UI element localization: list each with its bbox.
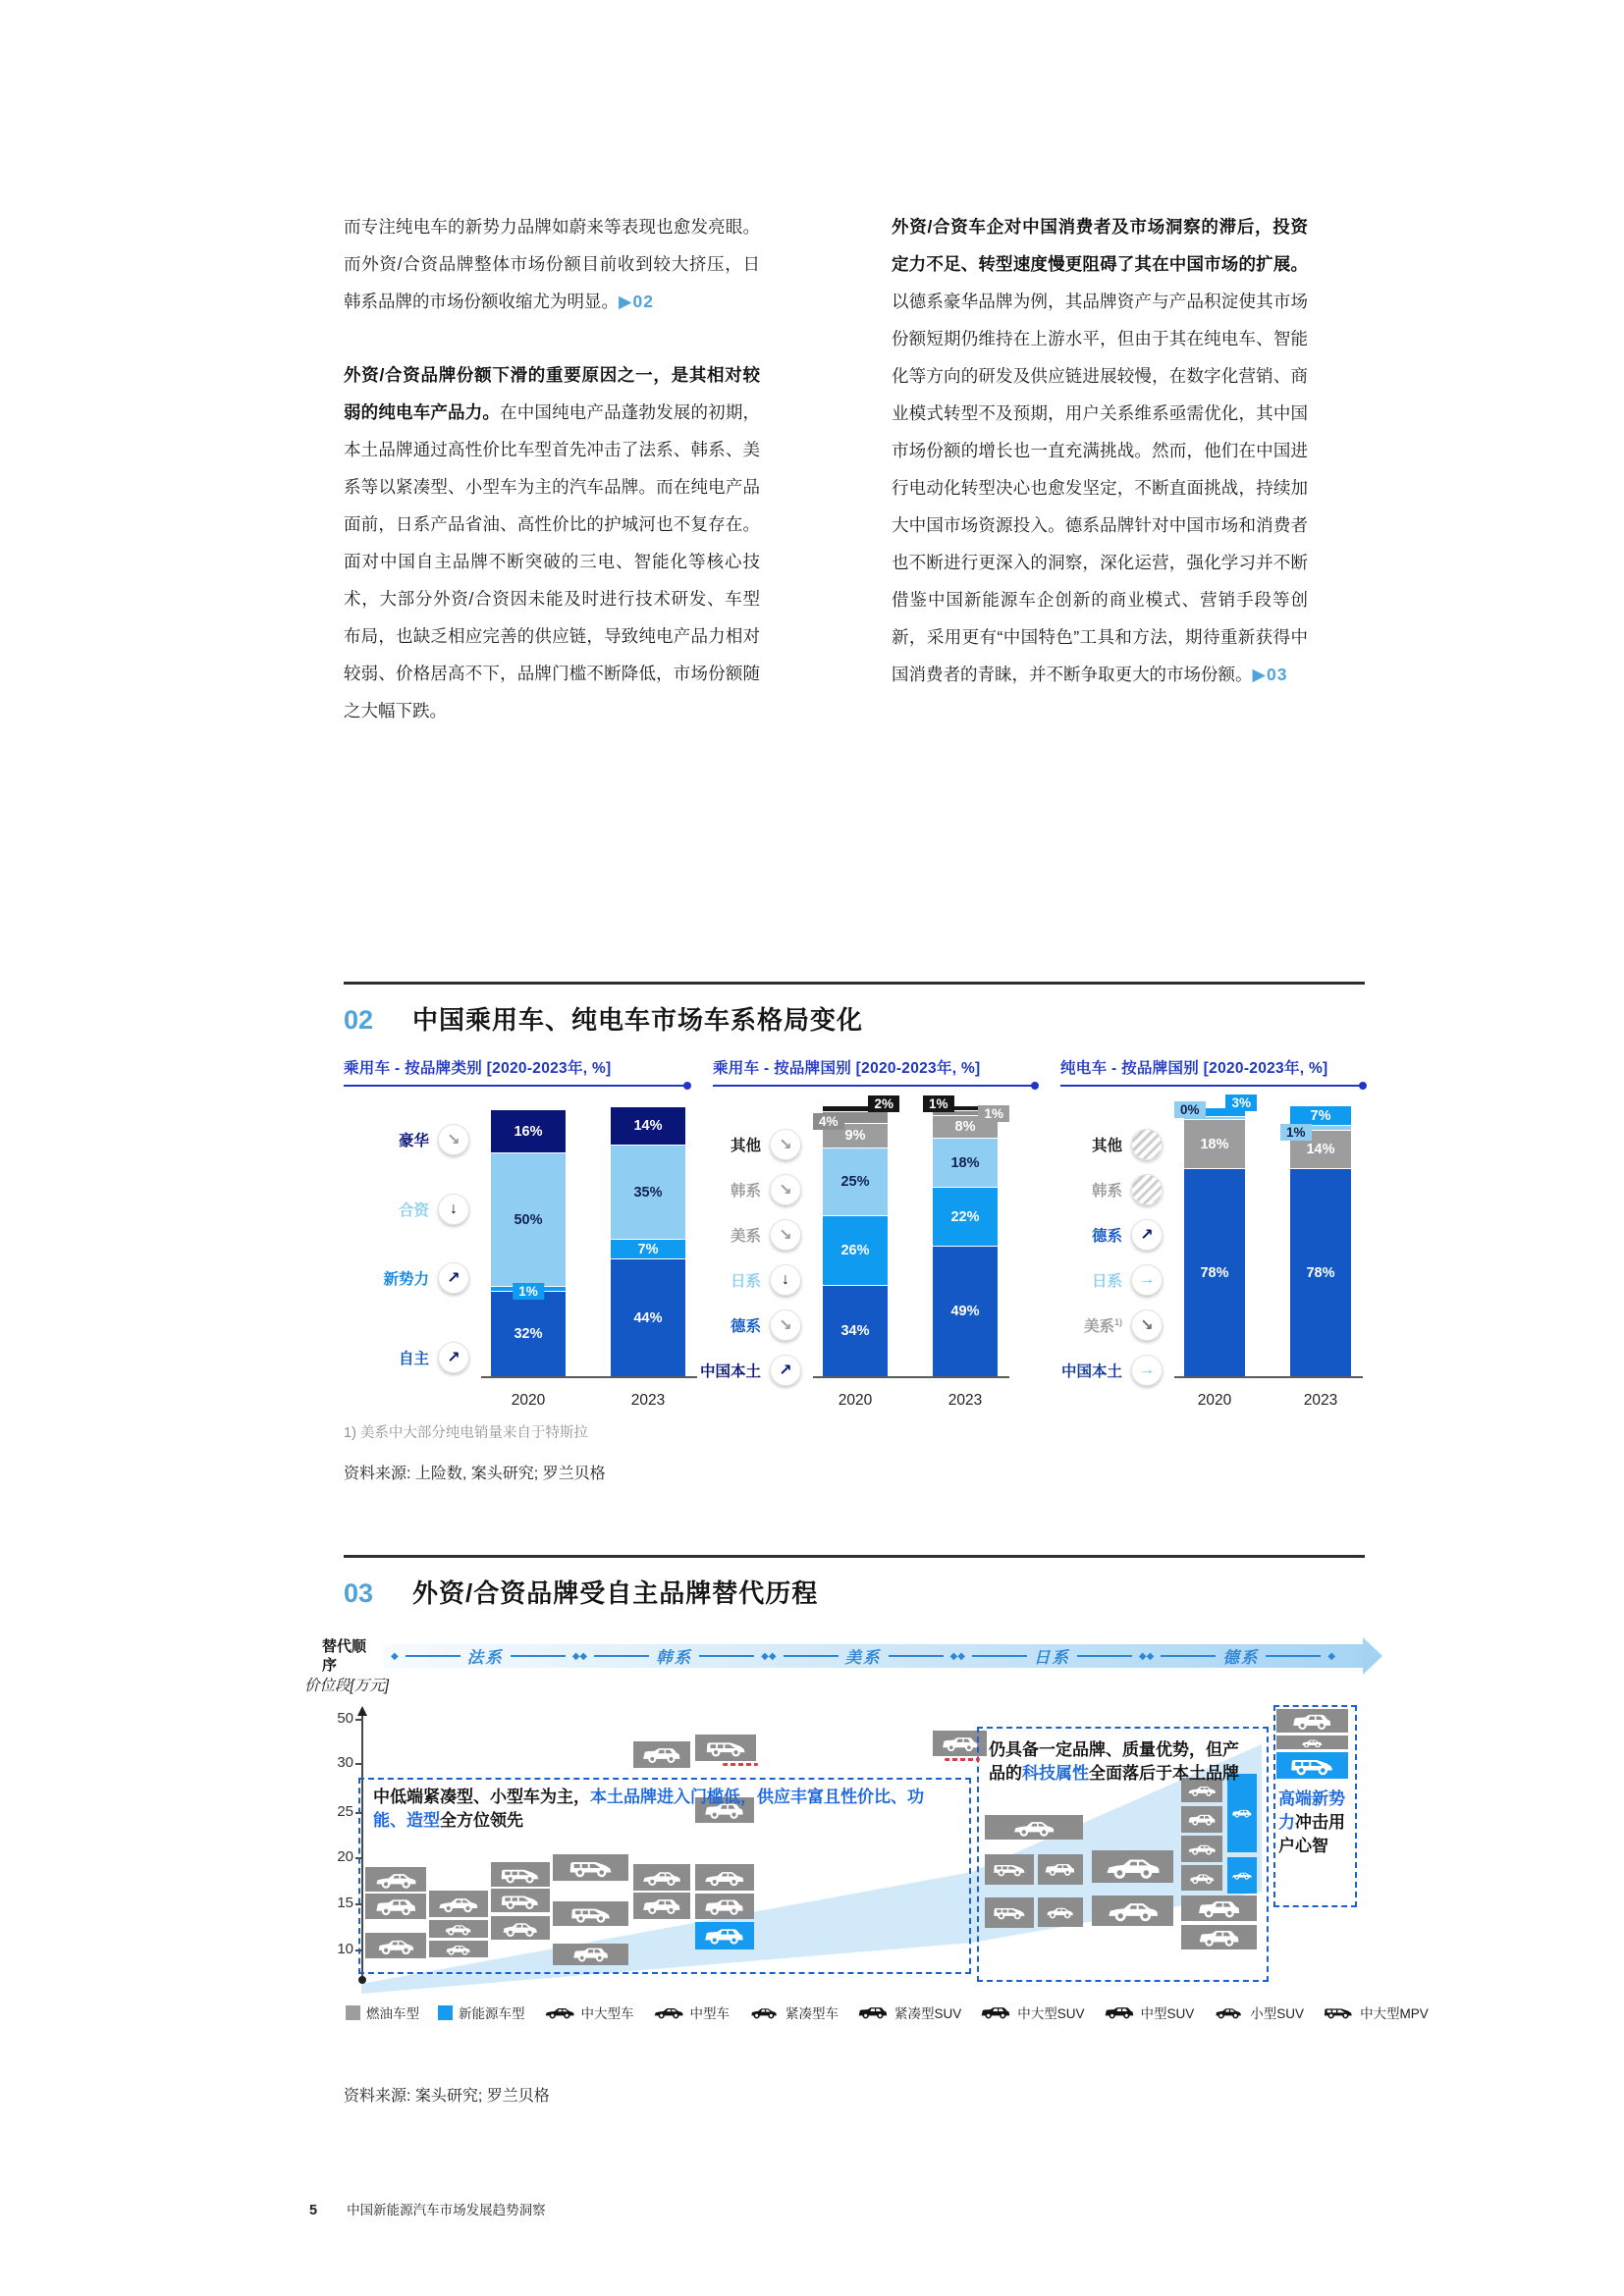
brand-label: 法系 — [466, 1649, 504, 1667]
x-axis-label: 2023 — [947, 1392, 983, 1409]
value-chip: 1% — [513, 1283, 544, 1300]
series-row-日系 — [731, 1264, 801, 1296]
right-column — [892, 208, 1308, 729]
page-number: 5 — [309, 2203, 318, 2218]
y-tick-label: 50 — [337, 1710, 353, 1727]
right-arrow-icon: → — [1131, 1264, 1163, 1296]
series-row-豪华 — [399, 1124, 469, 1155]
series-row-韩系 — [731, 1174, 801, 1205]
stacked-bar-2020 — [491, 1110, 566, 1409]
y-tick-label: 20 — [337, 1848, 353, 1865]
figure-02 — [344, 982, 1365, 1483]
value-chip: 1% — [923, 1095, 954, 1112]
up-right-arrow-icon: ↗ — [438, 1262, 469, 1294]
legend-label: 中型SUV — [1140, 2006, 1195, 2021]
legend-label: 中大型车 — [580, 2006, 634, 2021]
bar-segment: 14% — [1290, 1130, 1351, 1168]
figure-03-legend — [346, 2002, 1429, 2022]
band-line — [511, 1655, 566, 1658]
y-tick-mark — [355, 1719, 362, 1721]
paragraph-2 — [344, 356, 760, 729]
annotation-text-1 — [373, 1786, 941, 1833]
red-wave-marker — [723, 1763, 758, 1766]
mpv-car-icon — [704, 1737, 748, 1758]
band-line — [1266, 1655, 1321, 1658]
down-arrow-icon: ↓ — [438, 1194, 469, 1225]
series-row-韩系 — [1092, 1174, 1163, 1205]
series-label: 韩系 — [1091, 1183, 1122, 1200]
bar-segment: 18% — [1184, 1119, 1245, 1168]
series-row-合资 — [399, 1194, 469, 1225]
legend-item-燃油车型 — [346, 2002, 419, 2022]
hatch-car-icon — [1213, 2004, 1244, 2020]
hatched-circle-icon — [1131, 1174, 1163, 1205]
paragraph-text: 在中国纯电产品蓬勃发展的初期，本土品牌通过高性价比车型首先冲击了法系、韩系、美系等以紧凑型、小型车为主的汽车品牌。而在纯电产品面前，日系产品省油、高性价比的护城河也不复存在。面对中国自主品牌不断突破的三电、智能化等核心技术，大部分外资/合资因未能及时进行技术研发、车型布局，也缺乏相应完善的供应链，导致纯电产品力相对较弱、价格居高不下，品牌门槛不断降低，市场份额随之大幅下跌。 — [344, 402, 761, 721]
figure-03 — [304, 1555, 1429, 2105]
replacement-sequence-row — [322, 1637, 1365, 1675]
figure-title: 外资/合资品牌受自主品牌替代历程 — [412, 1578, 819, 1608]
bar-segment: 78% — [1184, 1168, 1245, 1376]
legend-item-新能源车型 — [438, 2002, 525, 2022]
bar-segment: 44% — [611, 1258, 685, 1376]
bar-segment: 35% — [611, 1145, 685, 1239]
bar-segment: 49% — [933, 1246, 998, 1376]
ice-car-box — [695, 1735, 756, 1761]
series-row-中国本土 — [1061, 1355, 1163, 1386]
stacked-bar-2020 — [1180, 1095, 1251, 1409]
up-right-arrow-icon: ↗ — [1131, 1219, 1163, 1251]
series-legend — [699, 1110, 813, 1380]
diamond-icon: ◆ — [957, 1650, 965, 1662]
down-right-arrow-icon: ↘ — [770, 1309, 801, 1341]
series-row-自主 — [399, 1342, 469, 1373]
annotation-segment: 全方位领先 — [440, 1811, 523, 1830]
paragraph-1 — [344, 208, 760, 320]
bar-segment: 26% — [823, 1215, 888, 1285]
figure-ref-03[interactable]: ▶03 — [1252, 665, 1288, 684]
bar-segment: 16% — [491, 1110, 566, 1152]
series-row-其他 — [731, 1129, 801, 1160]
series-legend — [344, 1110, 481, 1376]
y-tick-label: 25 — [337, 1803, 353, 1820]
chart-subtitle: 乘用车 - 按品牌国别 [2020-2023年, %] — [713, 1056, 1037, 1087]
chart-body — [1060, 1095, 1365, 1409]
annotation-text-2 — [989, 1738, 1254, 1786]
stacked-bars — [481, 1110, 697, 1409]
diamond-icon: ◆ — [1138, 1650, 1147, 1662]
bar-segment: 18% — [933, 1138, 998, 1187]
series-label: 其他 — [1091, 1138, 1122, 1154]
chart-subtitle: 乘用车 - 按品牌类别 [2020-2023年, %] — [344, 1056, 689, 1087]
sedan-car-icon — [653, 2004, 684, 2020]
band-line — [972, 1655, 1027, 1658]
bar-segment: 25% — [823, 1148, 888, 1215]
down-right-arrow-icon: ↘ — [770, 1174, 801, 1205]
down-arrow-icon: ↓ — [770, 1264, 801, 1296]
price-band-diagram — [337, 1705, 1365, 2002]
legend-label: 新能源车型 — [459, 2006, 525, 2021]
price-axis-label: 价位段[万元] — [304, 1678, 390, 1694]
legend-item-中大型车 — [544, 2002, 634, 2022]
band-line — [406, 1655, 460, 1658]
legend-item-紧凑型车 — [748, 2002, 839, 2022]
annotation-segment: 全面落后于本土品牌 — [1089, 1764, 1239, 1783]
axis-origin-dot — [358, 1976, 366, 1984]
figure-footnote: 1) 美系中大部分纯电销量来自于特斯拉 — [344, 1425, 588, 1441]
suv-car-icon — [857, 2004, 889, 2020]
band-line — [784, 1655, 839, 1658]
figure-source: 资料来源: 上险数, 案头研究; 罗兰贝格 — [344, 1466, 606, 1482]
legend-label: 紧凑型车 — [785, 2006, 839, 2021]
value-chip: 3% — [1225, 1095, 1257, 1111]
figure-ref-02[interactable]: ▶02 — [619, 292, 654, 311]
diamond-icon: ◆ — [391, 1650, 399, 1662]
bar-segment: 50% — [491, 1152, 566, 1286]
down-right-arrow-icon: ↘ — [1131, 1309, 1163, 1341]
y-tick-label: 10 — [337, 1941, 353, 1957]
down-right-arrow-icon: ↘ — [438, 1124, 469, 1155]
value-chip: 4% — [813, 1113, 844, 1130]
chart-subtitle: 纯电车 - 按品牌国别 [2020-2023年, %] — [1060, 1056, 1365, 1087]
up-right-arrow-icon: ↗ — [770, 1355, 801, 1386]
series-label: 德系 — [730, 1318, 761, 1335]
stacked-bar-2023 — [611, 1110, 685, 1409]
footer-title: 中国新能源汽车市场发展趋势洞察 — [347, 2203, 546, 2217]
annotation-segment: 本土品牌进入门槛低，供应丰富且性价比、功能、造型 — [373, 1788, 924, 1830]
series-label: 中国本土 — [1060, 1363, 1122, 1380]
figure-source: 资料来源: 案头研究; 罗兰贝格 — [344, 2088, 550, 2105]
chart-panel-passenger-by-brand-type — [344, 1056, 689, 1409]
series-row-美系 — [731, 1219, 801, 1251]
band-brand-韩系 — [579, 1644, 768, 1668]
diamond-icon: ◆ — [1146, 1650, 1155, 1662]
series-row-日系 — [1092, 1264, 1163, 1296]
ice-car-box — [633, 1741, 690, 1768]
series-label: 自主 — [398, 1351, 429, 1367]
stacked-bar-2023 — [1286, 1107, 1351, 1409]
figure-03-header — [344, 1555, 1365, 1610]
band-brand-法系 — [391, 1644, 579, 1668]
bar-segment: 32% — [491, 1291, 566, 1376]
figure-title: 中国乘用车、纯电车市场车系格局变化 — [412, 1005, 864, 1035]
legend-item-中大型MPV — [1323, 2002, 1429, 2022]
band-line — [594, 1655, 649, 1658]
value-chip: 0% — [1174, 1101, 1206, 1118]
stacked-bars — [1174, 1095, 1363, 1409]
brand-label: 韩系 — [656, 1649, 693, 1667]
legend-label: 中大型MPV — [1360, 2006, 1429, 2021]
bar-segment: 8% — [933, 1115, 998, 1138]
bar-segment: 7% — [1290, 1106, 1351, 1125]
x-axis-label: 2020 — [838, 1392, 873, 1409]
series-label: 韩系 — [730, 1183, 761, 1200]
diamond-icon: ◆ — [1327, 1650, 1336, 1662]
legend-item-中型车 — [653, 2002, 731, 2022]
brand-cells — [391, 1644, 1335, 1668]
band-brand-美系 — [769, 1644, 957, 1668]
series-label: 中国本土 — [699, 1363, 761, 1380]
down-right-arrow-icon: ↘ — [770, 1129, 801, 1160]
legend-item-小型SUV — [1213, 2002, 1304, 2022]
legend-label: 中大型SUV — [1017, 2006, 1085, 2021]
brand-label: 美系 — [844, 1649, 882, 1667]
x-axis-label: 2020 — [1197, 1392, 1232, 1409]
series-row-美系 — [1084, 1309, 1163, 1341]
bar-segment: 78% — [1290, 1168, 1351, 1376]
right-arrow-icon: → — [1131, 1355, 1163, 1386]
chart-panel-bev-by-origin — [1060, 1056, 1365, 1409]
brand-label: 德系 — [1222, 1649, 1260, 1667]
legend-item-中大型SUV — [980, 2002, 1084, 2022]
series-label: 美系 — [730, 1228, 761, 1245]
figure-number: 02 — [344, 1005, 374, 1035]
series-label: 合资 — [398, 1202, 429, 1219]
chart-body — [344, 1110, 689, 1409]
series-row-德系 — [1092, 1219, 1163, 1251]
stacked-bar-2023 — [929, 1096, 1003, 1409]
paragraph-3 — [892, 208, 1308, 693]
value-chip: 2% — [868, 1095, 899, 1112]
body-columns — [344, 208, 1308, 729]
bar-segment: 9% — [823, 1123, 888, 1148]
hatch-car-icon — [748, 2004, 780, 2020]
diamond-icon: ◆ — [571, 1650, 580, 1662]
diamond-icon: ◆ — [768, 1650, 777, 1662]
annotation-segment: 高端新势力 — [1278, 1789, 1345, 1832]
left-column — [344, 208, 760, 729]
legend-label: 中型车 — [689, 2006, 730, 2021]
annotation-segment: 仍具备一定品牌、质量优势，但产品的 — [989, 1740, 1239, 1783]
legend-label: 燃油车型 — [366, 2006, 419, 2021]
page-footer — [309, 2199, 546, 2218]
value-chip: 1% — [978, 1105, 1009, 1122]
brand-sequence-arrow-band — [383, 1644, 1365, 1668]
paragraph-text: 以德系豪华品牌为例，其品牌资产与产品积淀使其市场份额短期仍维持在上游水平，但由于其在纯电车、智能化等方向的研发及供应链进展较慢，在数字化营销、商业模式转型不及预期，用户关系维系亟需优化，其中国市场份额的增长也一直充满挑战。然而，他们在中国进行电动化转型决心也愈发坚定，不断直面挑战，持续加大中国市场资源投入。德系品牌针对中国市场和消费者也不断进行更深入的洞察，深化运营，强化学习并不断借鉴中国新能源车企创新的商业模式、营销手段等创新，采用更有“中国特色”工具和方法，期待重新获得中国消费者的青睐，并不断争取更大的市场份额。 — [892, 292, 1308, 684]
suv-car-icon — [980, 2004, 1011, 2020]
legend-label: 小型SUV — [1250, 2006, 1305, 2021]
diamond-icon: ◆ — [761, 1650, 769, 1662]
stacked-bars — [813, 1096, 1009, 1409]
figure-number: 03 — [344, 1578, 374, 1608]
band-line — [1077, 1655, 1132, 1658]
series-row-其他 — [1092, 1129, 1163, 1160]
legend-label: 紧凑型SUV — [894, 2006, 962, 2021]
series-label: 日系 — [730, 1273, 761, 1290]
band-brand-日系 — [957, 1644, 1146, 1668]
diamond-icon: ◆ — [949, 1650, 958, 1662]
series-label: 日系 — [1091, 1273, 1122, 1290]
band-brand-德系 — [1147, 1644, 1335, 1668]
series-legend — [1060, 1110, 1174, 1380]
chart-panel-passenger-by-origin — [699, 1056, 1037, 1409]
x-axis-label: 2023 — [630, 1392, 666, 1409]
x-axis-label: 2020 — [511, 1392, 546, 1409]
paragraph-lead-bold: 外资/合资品牌份额下滑的重要原因之一，是其相对较弱的纯电车产品力。 — [344, 365, 760, 422]
bar-segment: 14% — [611, 1107, 685, 1145]
value-chip: 1% — [1280, 1124, 1312, 1141]
annotation-segment: 中低端紧凑型、小型车为主， — [373, 1788, 590, 1806]
figure-02-panels — [344, 1056, 1365, 1409]
suv-car-icon — [1104, 2004, 1135, 2020]
figure-02-header — [344, 982, 1365, 1037]
bar-segment: 7% — [611, 1239, 685, 1258]
sedan-car-icon — [544, 2004, 575, 2020]
paragraph-lead-bold: 外资/合资车企对中国消费者及市场洞察的滞后，投资定力不足、转型速度慢更阻碍了其在中国市场的扩展。 — [892, 217, 1308, 274]
y-tick-mark — [355, 1763, 362, 1765]
annotation-segment: 科技属性 — [1022, 1764, 1089, 1783]
sequence-axis-label: 替代顺序 — [322, 1638, 367, 1674]
stacked-bar-2020 — [819, 1096, 893, 1409]
mpv-car-icon — [1323, 2004, 1354, 2020]
hatched-circle-icon — [1131, 1129, 1163, 1160]
bar-segment: 34% — [823, 1285, 888, 1376]
suv-car-icon — [641, 1744, 682, 1765]
paragraph-text: 而专注纯电车的新势力品牌如蔚来等表现也愈发亮眼。而外资/合资品牌整体市场份额目前收到较大挤压，日韩系品牌的市场份额收缩尤为明显。 — [344, 217, 760, 311]
legend-swatch — [346, 2005, 360, 2020]
suv-car-icon — [941, 1734, 980, 1753]
brand-label: 日系 — [1033, 1649, 1070, 1667]
band-line — [699, 1655, 754, 1658]
bar-segment: 22% — [933, 1187, 998, 1246]
up-right-arrow-icon: ↗ — [438, 1342, 469, 1373]
red-wave-marker — [945, 1758, 980, 1761]
x-axis-label: 2023 — [1303, 1392, 1338, 1409]
series-label: 豪华 — [398, 1133, 429, 1149]
series-label: 德系 — [1091, 1228, 1122, 1245]
y-tick-label: 30 — [337, 1754, 353, 1771]
series-label: 新势力 — [383, 1271, 429, 1288]
legend-item-紧凑型SUV — [857, 2002, 961, 2022]
legend-item-中型SUV — [1104, 2002, 1195, 2022]
series-label: 其他 — [730, 1138, 761, 1154]
series-row-德系 — [731, 1309, 801, 1341]
series-row-中国本土 — [700, 1355, 801, 1386]
y-tick-label: 15 — [337, 1895, 353, 1911]
diamond-icon: ◆ — [579, 1650, 588, 1662]
chart-body — [699, 1096, 1037, 1409]
series-row-新势力 — [383, 1262, 469, 1294]
band-line — [889, 1655, 944, 1658]
down-right-arrow-icon: ↘ — [770, 1219, 801, 1251]
band-line — [1161, 1655, 1216, 1658]
annotation-text-3 — [1278, 1788, 1349, 1858]
annotation-segment: 冲击用户心智 — [1278, 1813, 1345, 1855]
series-label: 美系$^{1)}$ — [1083, 1316, 1122, 1335]
legend-swatch — [438, 2005, 453, 2020]
